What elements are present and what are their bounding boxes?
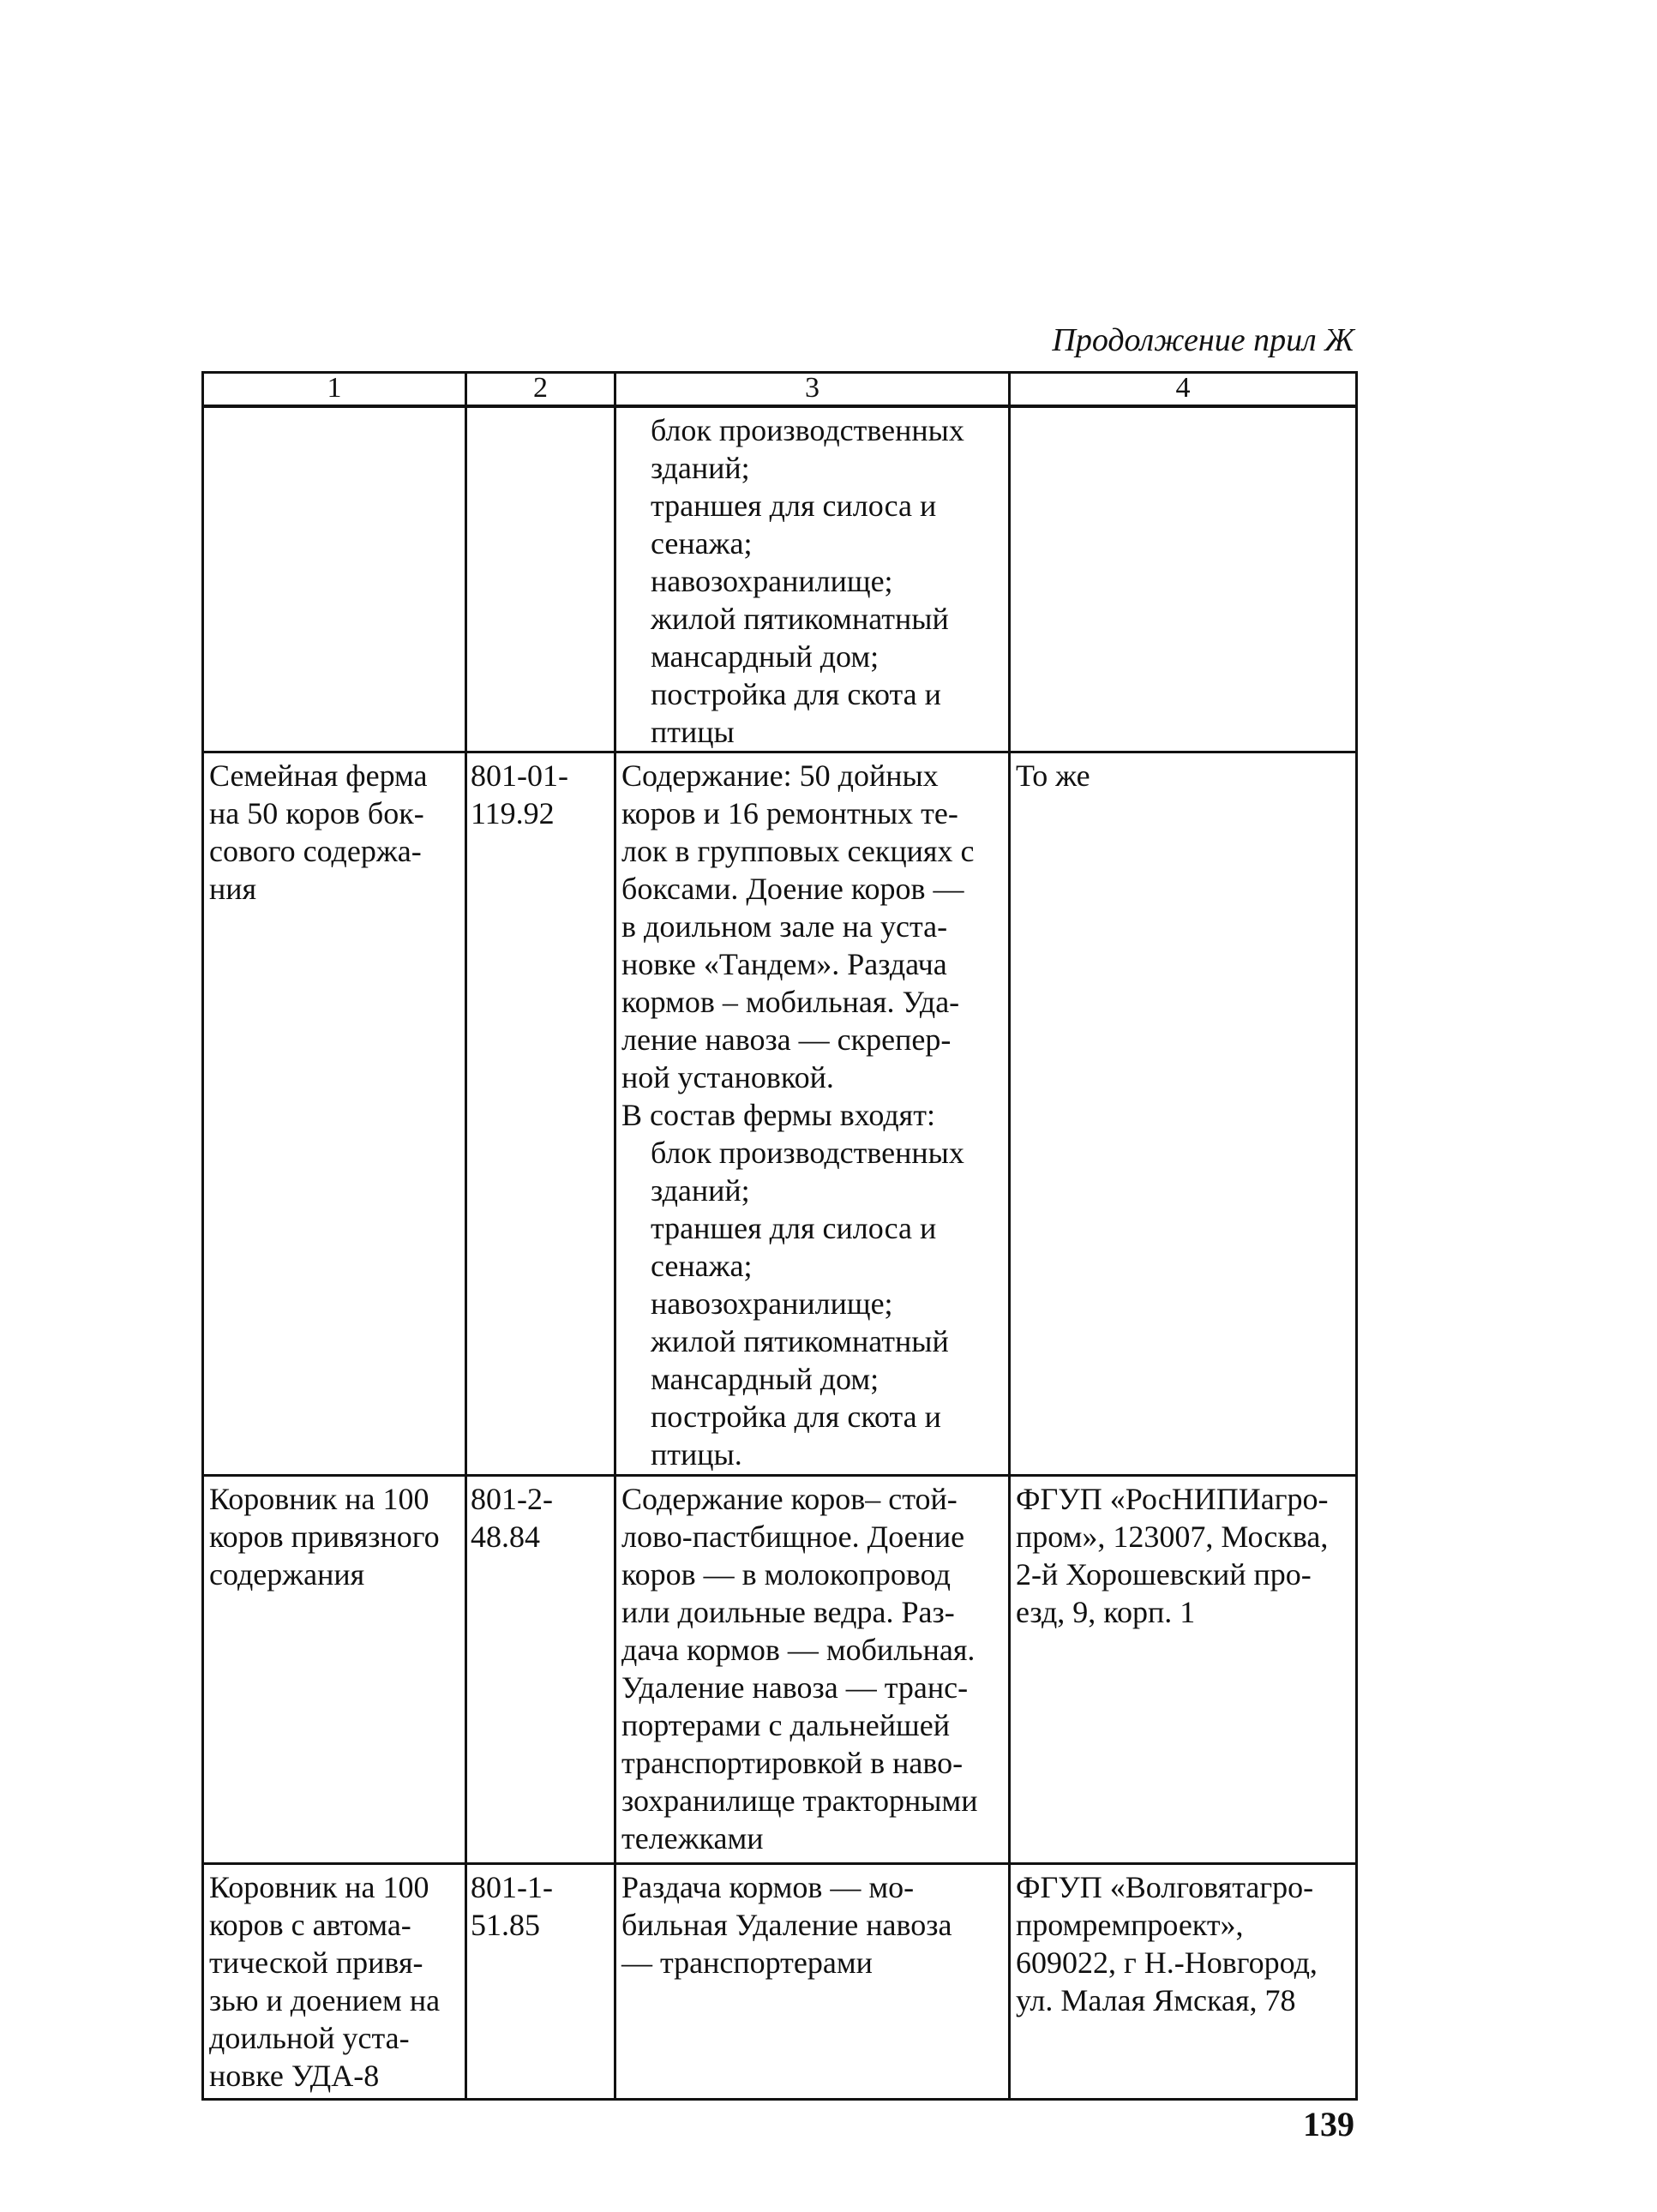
facility-name-cell — [203, 406, 466, 752]
cell-text-line: ление навоза — скрепер- — [621, 1022, 952, 1057]
facility-name-cell — [203, 752, 466, 1476]
cell-text-line: или доильные ведра. Раз- — [621, 1595, 955, 1629]
cell-text-line: новке УДА-8 — [209, 2059, 380, 2093]
cell-text-line: 119.92 — [471, 796, 555, 830]
cell-text-line: Коровник на 100 — [209, 1870, 429, 1904]
cell-text-line: То же — [1016, 758, 1090, 793]
cell-text-line: промремпроект», — [1016, 1908, 1244, 1942]
column-number-4: 4 — [1010, 373, 1357, 407]
cell-text-line: сенажа; — [651, 526, 753, 560]
cell-text-line: кормов – мобильная. Уда- — [621, 985, 960, 1019]
cell-text-line: блок производственных — [651, 1136, 964, 1170]
cell-text-line: доильной уста- — [209, 2021, 410, 2055]
description-cell — [615, 1864, 1010, 2100]
cell-text-line: траншея для силоса и — [651, 489, 937, 523]
cell-text-line: 801-1- — [471, 1870, 553, 1904]
cell-text-line: мансардный дом; — [651, 639, 880, 674]
project-code-cell — [466, 406, 615, 752]
cell-text-line: боксами. Доение коров — — [621, 872, 964, 906]
cell-text-line: мансардный дом; — [651, 1362, 880, 1396]
cell-text-line: Раздача кормов — мо- — [621, 1870, 915, 1904]
cell-text-line: на 50 коров бок- — [209, 796, 424, 830]
project-code-cell — [466, 752, 615, 1476]
cell-text-line: ФГУП «Волговятагро- — [1016, 1870, 1314, 1904]
cell-text-line: содержания — [209, 1557, 365, 1592]
cell-text-line: птицы. — [651, 1437, 742, 1472]
cell-text-line: коров с автома- — [209, 1908, 411, 1942]
continuation-caption: Продолжение прил Ж — [1052, 322, 1354, 358]
cell-text-line: жилой пятикомнатный — [651, 602, 949, 636]
description-cell — [615, 406, 1010, 752]
cell-text-line: Содержание коров– стой- — [621, 1482, 958, 1516]
cell-text-line: жилой пятикомнатный — [651, 1324, 949, 1358]
description-cell — [615, 1476, 1010, 1864]
cell-text-line: Содержание: 50 дойных — [621, 758, 939, 793]
table-row — [203, 752, 1357, 1476]
cell-text-line: 51.85 — [471, 1908, 540, 1942]
developer-cell — [1010, 1864, 1357, 2100]
cell-text-line: коров и 16 ремонтных те- — [621, 796, 958, 830]
cell-text-line: 801-2- — [471, 1482, 553, 1516]
cell-text-line: зью и доением на — [209, 1983, 441, 2017]
project-code-cell — [466, 1476, 615, 1864]
developer-cell — [1010, 406, 1357, 752]
cell-text-line: зданий; — [651, 1173, 750, 1208]
cell-text-line: траншея для силоса и — [651, 1211, 937, 1245]
table-row — [203, 1476, 1357, 1864]
table-row — [203, 406, 1357, 752]
cell-text-line: лок в групповых секциях с — [621, 834, 975, 868]
cell-text-line: транспортировкой в наво- — [621, 1746, 964, 1780]
cell-text-line: 609022, г Н.-Новгород, — [1016, 1945, 1318, 1980]
column-number-3: 3 — [615, 373, 1010, 407]
facility-name-cell — [203, 1476, 466, 1864]
column-number-row — [203, 373, 1357, 407]
cell-text-line: ул. Малая Ямская, 78 — [1016, 1983, 1296, 2017]
appendix-table — [201, 371, 1358, 2101]
cell-text-line: коров — в молокопровод — [621, 1557, 951, 1592]
table-row — [203, 1864, 1357, 2100]
description-cell — [615, 752, 1010, 1476]
cell-text-line: постройка для скота и — [651, 677, 941, 711]
developer-cell — [1010, 752, 1357, 1476]
cell-text-line: сового содержа- — [209, 834, 422, 868]
cell-text-line: ной установкой. — [621, 1060, 834, 1094]
cell-text-line: езд, 9, корп. 1 — [1016, 1595, 1196, 1629]
cell-text-line: 801-01- — [471, 758, 568, 793]
cell-text-line: Удаление навоза — транс- — [621, 1670, 969, 1705]
project-code-cell — [466, 1864, 615, 2100]
cell-text-line: В состав фермы входят: — [621, 1098, 935, 1132]
cell-text-line: 2-й Хорошевский про- — [1016, 1557, 1312, 1592]
cell-text-line: бильная Удаление навоза — [621, 1908, 952, 1942]
cell-text-line: зохранилище тракторными — [621, 1783, 978, 1818]
cell-text-line: навозохранилище; — [651, 1286, 893, 1321]
cell-text-line: ФГУП «РосНИПИагро- — [1016, 1482, 1329, 1516]
cell-text-line: дача кормов — мобильная. — [621, 1633, 976, 1667]
column-number-2: 2 — [466, 373, 615, 407]
facility-name-cell — [203, 1864, 466, 2100]
cell-text-line: зданий; — [651, 451, 750, 485]
cell-text-line: лово-пастбищное. Доение — [621, 1520, 965, 1554]
cell-text-line: ния — [209, 872, 257, 906]
developer-cell — [1010, 1476, 1357, 1864]
cell-text-line: блок производственных — [651, 413, 964, 447]
cell-text-line: навозохранилище; — [651, 564, 893, 598]
cell-text-line: пром», 123007, Москва, — [1016, 1520, 1329, 1554]
cell-text-line: в доильном зале на уста- — [621, 909, 948, 944]
page-number: 139 — [1303, 2105, 1354, 2143]
cell-text-line: — транспортерами — [621, 1945, 873, 1980]
cell-text-line: Семейная ферма — [209, 758, 428, 793]
cell-text-line: птицы — [651, 715, 735, 749]
cell-text-line: новке «Тандем». Раздача — [621, 947, 947, 981]
cell-text-line: тической привя- — [209, 1945, 423, 1980]
cell-text-line: сенажа; — [651, 1249, 753, 1283]
cell-text-line: коров привязного — [209, 1520, 440, 1554]
cell-text-line: постройка для скота и — [651, 1400, 941, 1434]
column-number-1: 1 — [203, 373, 466, 407]
cell-text-line: 48.84 — [471, 1520, 540, 1554]
cell-text-line: портерами с дальнейшей — [621, 1708, 950, 1742]
cell-text-line: Коровник на 100 — [209, 1482, 429, 1516]
cell-text-line: тележками — [621, 1821, 764, 1855]
